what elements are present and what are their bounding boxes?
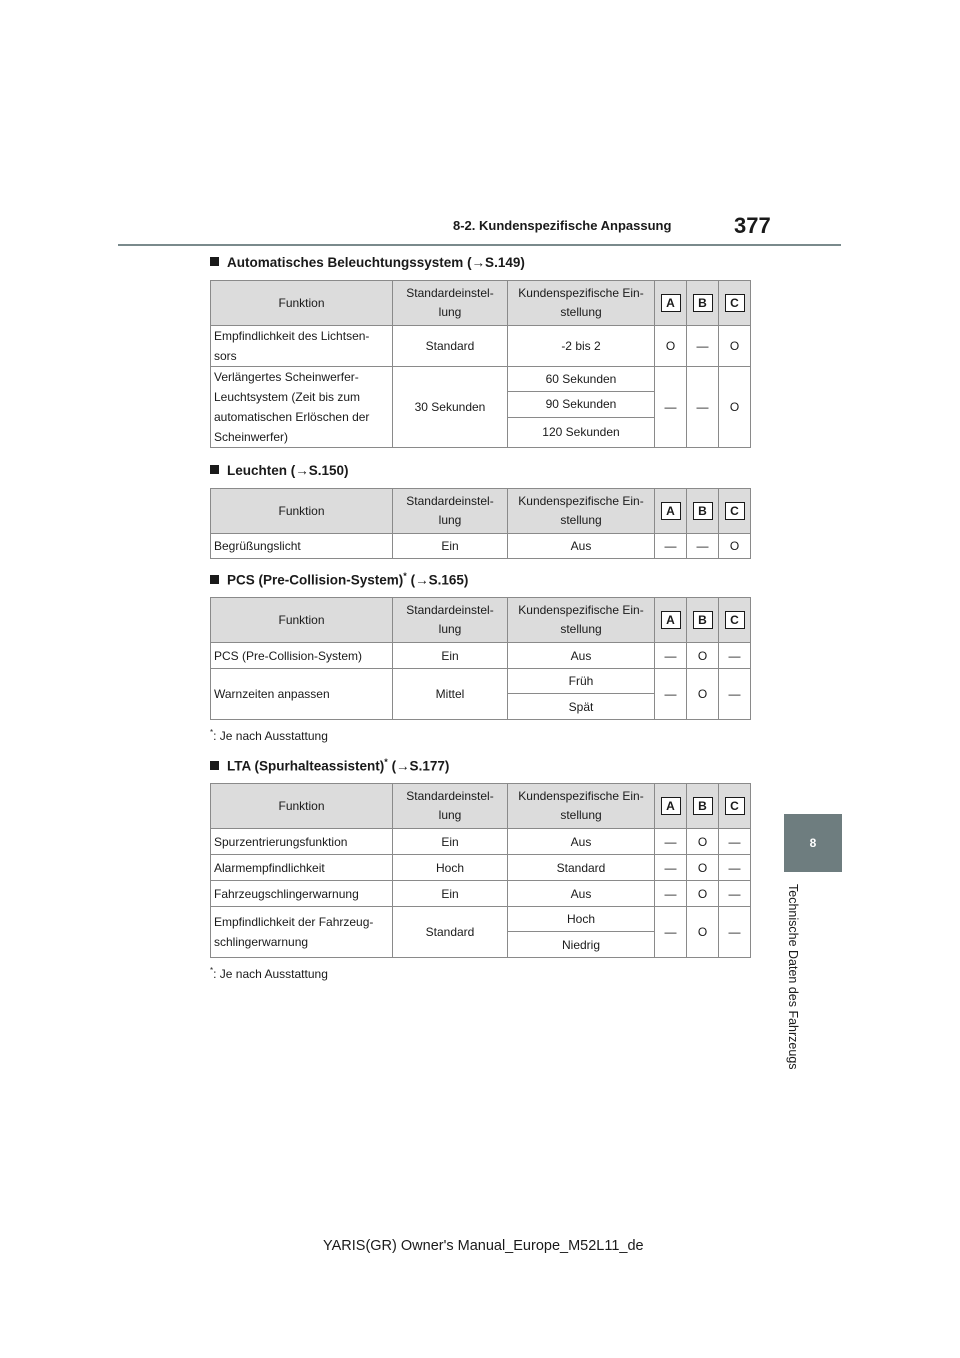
col-funktion: Funktion bbox=[211, 281, 393, 326]
table-lta: Funktion Standardeinstel-lung Kundenspezifische Ein-stellung A B C Spurzentrierungsfunktion Ein Aus — O — Alarmempfindlichkeit Hoch Standard — O — Fahrzeugschlingerwarnung Ein Aus — O — Empfindlichkeit der Fahrzeug-schlingerwarnung Standard Hoch — O — Niedrig bbox=[210, 783, 751, 958]
header-rule bbox=[118, 244, 841, 246]
chapter-tab[interactable] bbox=[784, 814, 842, 872]
section-title-pcs: PCS (Pre-Collision-System)* (→S.165) bbox=[210, 571, 468, 588]
table-row: Spurzentrierungsfunktion Ein Aus — O — bbox=[211, 829, 751, 855]
col-b: B bbox=[687, 281, 719, 326]
table-row: Empfindlichkeit der Fahrzeug-schlingerwarnung Standard Hoch — O — bbox=[211, 907, 751, 932]
table-row: Fahrzeugschlingerwarnung Ein Aus — O — bbox=[211, 881, 751, 907]
bullet-icon bbox=[210, 257, 219, 266]
chapter-number: 8 bbox=[809, 836, 817, 850]
table-row: Empfindlichkeit des Lichtsen-sors Standard -2 bis 2 O — O bbox=[211, 326, 751, 367]
section-title-lta: LTA (Spurhalteassistent)* (→S.177) bbox=[210, 757, 449, 774]
col-standard: Standardeinstel-lung bbox=[393, 281, 508, 326]
col-a: A bbox=[655, 281, 687, 326]
table-row: Verlängertes Scheinwerfer-Leuchtsystem (Zeit bis zum automatischen Erlöschen der Scheinwerfer) 30 Sekunden 60 Sekunden — — O bbox=[211, 367, 751, 392]
bullet-icon bbox=[210, 575, 219, 584]
footnote: *: Je nach Ausstattung bbox=[210, 728, 328, 743]
col-custom: Kundenspezifische Ein-stellung bbox=[508, 281, 655, 326]
bullet-icon bbox=[210, 761, 219, 770]
col-c: C bbox=[719, 281, 751, 326]
section-title-beleuchtung: Automatisches Beleuchtungssystem (→S.149) bbox=[210, 255, 525, 270]
section-title-leuchten: Leuchten (→S.150) bbox=[210, 463, 349, 478]
table-row: Warnzeiten anpassen Mittel Früh — O — bbox=[211, 669, 751, 694]
page-number: 377 bbox=[734, 213, 771, 238]
bullet-icon bbox=[210, 465, 219, 474]
footer-manual-id: YARIS(GR) Owner's Manual_Europe_M52L11_de bbox=[323, 1238, 644, 1254]
table-row: Begrüßungslicht Ein Aus — — O bbox=[211, 534, 751, 559]
footnote: *: Je nach Ausstattung bbox=[210, 966, 328, 981]
chapter-label: Technische Daten des Fahrzeugs bbox=[786, 884, 800, 1070]
table-row: Alarmempfindlichkeit Hoch Standard — O — bbox=[211, 855, 751, 881]
section-header: 8-2. Kundenspezifische Anpassung bbox=[453, 218, 672, 233]
table-row: PCS (Pre-Collision-System) Ein Aus — O — bbox=[211, 643, 751, 669]
table-leuchten: Funktion Standardeinstel-lung Kundenspezifische Ein-stellung A B C Begrüßungslicht Ein Aus — — O bbox=[210, 488, 751, 559]
table-beleuchtung: Funktion Standardeinstel-lung Kundenspezifische Ein-stellung A B C Empfindlichkeit des Lichtsen-sors Standard -2 bis 2 O — O Verlängertes Scheinwerfer-Leuchtsystem (Zeit bis zum automatischen Erlöschen der Scheinwerfer) 30 Sekunden 60 Sekunden — — O 90 Sekunden 120 Sekunden bbox=[210, 280, 751, 448]
table-pcs: Funktion Standardeinstel-lung Kundenspezifische Ein-stellung A B C PCS (Pre-Collision-System) Ein Aus — O — Warnzeiten anpassen Mittel Früh — O — Spät bbox=[210, 597, 751, 720]
